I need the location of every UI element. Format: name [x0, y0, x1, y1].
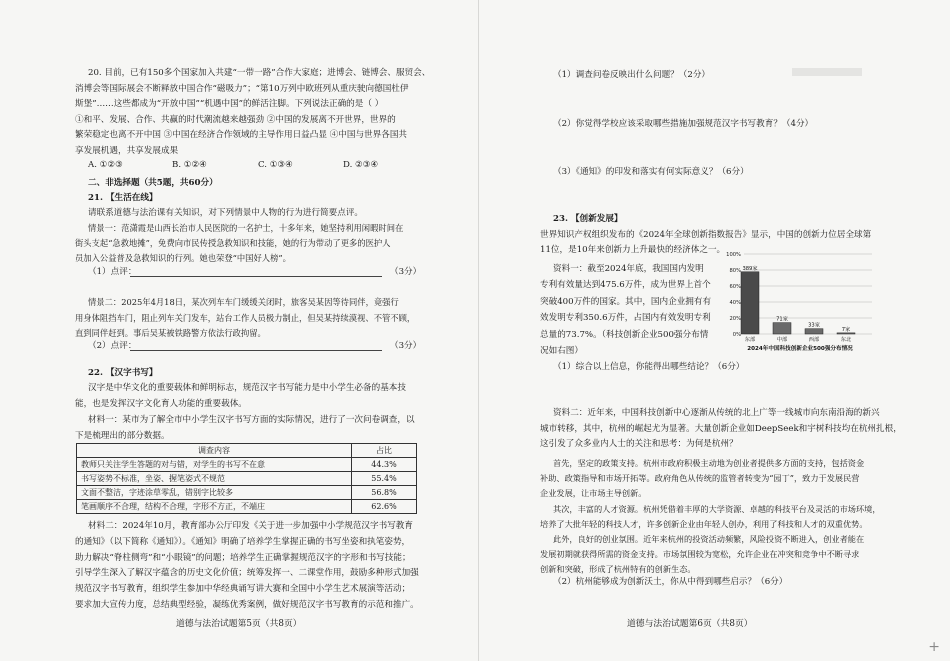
bar	[805, 329, 823, 334]
q23-intro-line: 世界知识产权组织发布的《2024年全球创新指数报告》显示，中国的创新力位居全球第	[540, 230, 872, 240]
x-tick-label: 东北	[840, 337, 852, 343]
table-header: 占比	[352, 444, 417, 458]
q20-stem-line: 消博会等国际展会不断释放中国合作“磁吸力”；“第10万列中欧班列从重庆驶向德国杜伊	[75, 83, 409, 94]
page-footer: 道德与法治试题第5页（共8页）	[176, 619, 302, 629]
bar-data-label: 389家	[742, 265, 758, 272]
y-tick-label: 20%	[729, 316, 741, 322]
bar	[837, 333, 855, 334]
q20-option: C. ①③④	[258, 160, 293, 170]
q22-title: 22. 【汉字书写】	[88, 368, 158, 378]
bar-data-label: 33家	[808, 322, 820, 329]
q22-subquestion: （1）调查问卷反映出什么问题？（2分）	[553, 70, 711, 80]
table-header-row	[77, 444, 417, 458]
survey-rate: 62.6%	[352, 500, 417, 514]
material2-paragraph-line: 发展初期就获得所需的资金支持。市场氛围较为宽松，允许企业在冲突和竞争中不断寻求	[540, 549, 860, 560]
scenario2-line: 用身体阻挡车门，阻止列车关门发车，站台工作人员极力制止，但吴某持续漠视、不管不顾，	[75, 312, 416, 323]
section-heading: 二、非选择题（共5题，共60分）	[88, 178, 218, 188]
score-label: （3分）	[390, 267, 422, 277]
material2-line: 城市转移，其中，杭州的崛起尤为显著。大量创新企业如DeepSeek和宇树科技均在杭州扎根，	[540, 423, 902, 434]
scenario2-line: 情景二：2025年4月18日，某次列车车门缓缓关闭时，旅客吴某因等待同伴，竟强行	[88, 297, 399, 307]
scenario1-line: 街头支起“急救地摊”，免费向市民传授急救知识和技能，她的行为带动了更多的医护人	[75, 238, 391, 248]
material2-paragraph-line: 此外，良好的创业氛围。近年来杭州的投资活动频繁，风险投资不断进入，创业者能在	[553, 534, 865, 544]
chart-title: 2024年中国科技创新企业500强分布情况	[747, 346, 853, 352]
y-tick-label: 0%	[732, 332, 741, 338]
answer-line-2	[130, 350, 382, 351]
y-tick-label: 60%	[729, 284, 741, 290]
page-footer: 道德与法治试题第6页（共8页）	[627, 619, 753, 629]
material1-line: 况如右图）	[540, 346, 583, 356]
q20-stem-line: 20. 目前，已有150多个国家加入共建“一带一路”合作大家庭；进博会、链博会、服贸会、	[88, 68, 431, 78]
q22-intro-line: 下是梳理出的部分数据。	[75, 431, 170, 441]
q22-subquestion: （3）《通知》的印发和落实有何实际意义？（6分）	[553, 167, 749, 177]
q21-intro: 请联系道德与法治课有关知识，对下列情景中人物的行为进行简要点评。	[88, 208, 364, 218]
enterprise-distribution-chart	[718, 248, 878, 356]
scenario2-line: 直到同伴赶到。事后吴某被铁路警方依法行政拘留。	[75, 328, 266, 338]
material2-paragraph-line: 培养了大批年轻的科技人才，许多创新企业由年轻人创办，利用了科技和人才的双重优势。	[540, 518, 868, 529]
material2-line: 的通知》（以下简称《通知》）。《通知》明确了培养学生掌握正确的书写坐姿和执笔姿势，	[75, 536, 411, 547]
y-tick-label: 80%	[729, 268, 741, 274]
page-fold	[478, 0, 479, 661]
survey-table	[76, 443, 417, 514]
table-header: 调查内容	[77, 444, 352, 458]
table-row	[77, 472, 417, 486]
answer-line-1	[130, 276, 382, 277]
q23-intro-line: 11位，是10年来创新力上升最快的经济体之一。	[540, 245, 726, 255]
y-tick-label: 40%	[729, 300, 741, 306]
crop-mark-icon: +	[928, 639, 940, 655]
survey-rate: 56.8%	[352, 486, 417, 500]
q20-stem-line: 繁荣稳定也离不开中国 ③中国在经济合作领域的主导作用日益凸显 ④中国与世界各国共	[75, 130, 408, 140]
q20-option: A. ①②③	[88, 160, 123, 170]
material2-line: 助力解决“脊柱侧弯”和“小眼镜”的问题；培养学生正确掌握规范汉字的字形和书写技能；	[75, 552, 411, 563]
table-row	[77, 458, 417, 472]
material2-line: 这引发了众多业内人士的关注和思考：为何是杭州？	[540, 439, 738, 450]
survey-item: 文面不整洁，字迹涂草零乱，错别字比较多	[77, 486, 352, 500]
q20-option: B. ①②④	[172, 160, 207, 170]
score-label: （3分）	[390, 341, 422, 351]
q22-intro-line: 汉字是中华文化的重要载体和鲜明标志，规范汉字书写能力是中小学生必备的基本技	[88, 383, 406, 393]
material2-paragraph-line: 创新和突破，形成了杭州特有的创新生态。	[540, 564, 696, 575]
material1-line: 突破400万件的国家。其中，国内企业拥有有	[540, 296, 712, 307]
material1-line: 效发明专利350.6万件，占国内有效发明专利	[540, 313, 711, 324]
material1-line: 专利有效量达到475.6万件，成为世界上首个	[540, 280, 711, 291]
survey-item: 笔画顺序不合理，结构不合理，字形不方正，不端庄	[77, 500, 352, 514]
x-tick-label: 东部	[744, 337, 756, 343]
q23-subquestion: （1）综合以上信息，你能得出哪些结论？（6分）	[553, 362, 745, 372]
survey-rate: 44.3%	[352, 458, 417, 472]
q23-title: 23. 【创新发展】	[553, 214, 623, 224]
survey-item: 教师只关注学生答题的对与错，对学生的书写不在意	[77, 458, 352, 472]
scenario1-line: 情景一：范潇霞是山西长治市人民医院的一名护士，十多年来，她坚持利用闲暇时间在	[88, 223, 404, 233]
q22-intro-line: 材料一：某市为了解全市中小学生汉字书写方面的实际情况，进行了一次问卷调查，以	[88, 415, 415, 425]
table-row	[77, 500, 417, 514]
answer-label: （2）点评：	[88, 341, 137, 351]
survey-item: 书写姿势不标准，坐姿、握笔姿式不规范	[77, 472, 352, 486]
table-row	[77, 486, 417, 500]
material2-line: 材料二：2024年10月，教育部办公厅印发《关于进一步加强中小学规范汉字书写教育	[88, 521, 413, 531]
material2-line: 规范汉字书写教育，组织学生参加中华经典诵写讲大赛和全国中小学生艺术展演等活动；	[75, 584, 411, 595]
bar-data-label: 71家	[776, 316, 788, 323]
material2-paragraph-line: 首先，坚定的政策支持。杭州市政府积极主动地为创业者提供多方面的支持，包括资金	[553, 458, 865, 468]
q22-subquestion: （2）你觉得学校应该采取哪些措施加强规范汉字书写教育？（4分）	[553, 119, 814, 129]
q20-stem-line: 斯堡”……这些都成为“开放中国”“机遇中国”的鲜活注脚。下列说法正确的是（ ）	[75, 99, 384, 109]
q20-stem-line: 享发展机遇，共享发展成果	[75, 145, 179, 156]
bar-data-label: 7家	[841, 326, 851, 333]
material2-paragraph-line: 企业发展，让市场主导创新。	[540, 488, 647, 499]
q21-title: 21. 【生活在线】	[88, 193, 158, 203]
material2-paragraph-line: 补助、政策指导和市场开拓等。政府角色从传统的监管者转变为“园丁”，致力于发展民营	[540, 473, 860, 484]
bleed-through-mark	[792, 68, 862, 76]
y-tick-label: 100%	[726, 252, 741, 258]
bar	[773, 323, 791, 334]
material2-paragraph-line: 其次，丰富的人才资源。杭州凭借着丰厚的大学资源、卓越的科技平台及灵活的市场环境，	[553, 503, 881, 514]
q20-stem-line: ①和平、发展、合作、共赢的时代潮流越来越强劲 ②中国的发展离不开世界，世界的	[75, 114, 396, 125]
material1-line: 总量的73.7%。（科技创新企业500强分布情	[540, 329, 709, 340]
answer-label: （1）点评：	[88, 267, 137, 277]
x-tick-label: 西部	[808, 337, 820, 343]
material1-line: 资料一：截至2024年底，我国国内发明	[553, 264, 704, 274]
material2-line: 引导学生深入了解汉字蕴含的历史文化价值；统筹发挥一、二课堂作用，鼓励多种形式加强	[75, 568, 419, 579]
x-tick-label: 中部	[776, 337, 788, 343]
scenario1-line: 员加入公益普及急救知识的行列。她也荣登“中国好人榜”。	[75, 253, 291, 263]
material2-line: 要求加大宣传力度，总结典型经验，凝练优秀案例，做好规范汉字书写教育的示范和推广。	[75, 600, 419, 610]
q20-option: D. ②③④	[343, 160, 379, 170]
q23-subquestion: （2）杭州能够成为创新沃土，你从中得到哪些启示？（6分）	[553, 577, 788, 587]
survey-rate: 55.4%	[352, 472, 417, 486]
q22-intro-line: 能，也是发挥汉字文化育人功能的重要载体。	[75, 399, 247, 409]
material2-line: 资料二：近年来，中国科技创新中心逐渐从传统的北上广等一线城市向东南沿海的新兴	[553, 408, 880, 418]
bar	[741, 272, 759, 334]
